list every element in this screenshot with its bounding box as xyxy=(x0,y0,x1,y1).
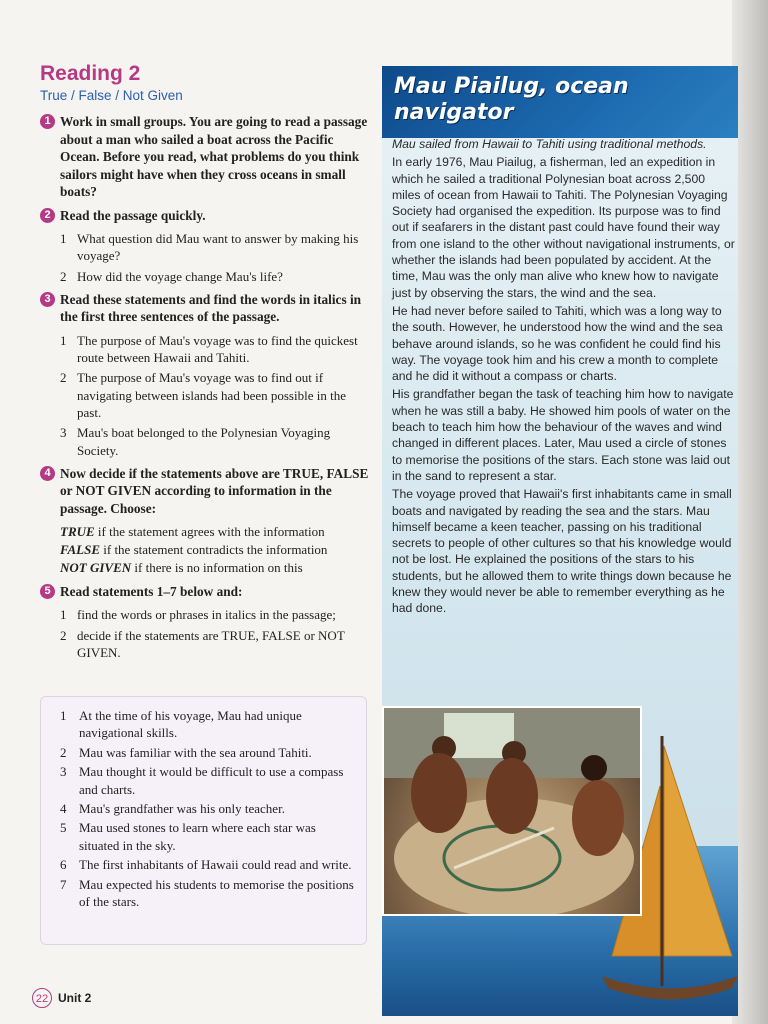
statement-number: 3 xyxy=(60,764,67,780)
item-number: 2 xyxy=(60,370,67,386)
task-instruction: Work in small groups. You are going to read a passage about a man who sailed a boat across the Pacific Ocean. Before you read, what problems do you think sailors might have when they cross oceans in small boats? xyxy=(60,114,368,199)
statement-row xyxy=(41,763,359,798)
navigation-lesson-photo xyxy=(382,706,642,916)
answer-legend xyxy=(40,523,370,576)
task-2 xyxy=(40,207,370,225)
task-number-badge: 5 xyxy=(40,584,55,599)
unit-label: Unit 2 xyxy=(58,991,92,1005)
statement-text: Mau thought it would be difficult to use a compass and charts. xyxy=(79,764,344,797)
reading-subtitle: True / False / Not Given xyxy=(40,88,183,103)
item-text: The purpose of Mau's voyage was to find out if navigating between islands had been possible in the past. xyxy=(77,370,346,421)
item-text: The purpose of Mau's voyage was to find the quickest route between Hawaii and Tahiti. xyxy=(77,332,358,366)
item-number: 1 xyxy=(60,332,67,348)
task-4 xyxy=(40,465,370,518)
statement-number: 4 xyxy=(60,801,67,817)
task-5 xyxy=(40,583,370,601)
legend-text: if the statement agrees with the information xyxy=(97,524,325,540)
legend-false xyxy=(60,541,370,559)
article-paragraph: In early 1976, Mau Piailug, a fisherman, led an expedition in which he sailed a traditional Polynesian boat across 2,500 miles of ocean from Hawaii to Tahiti. The Polynesian Voyaging Society had organised the expedition. Its purpose was to find out if seafarers in the distant past could have found their way from one island to the other without navigational instruments, or whether the islands had been populated by accident. At the time, Mau was the only man alive who knew how to navigate just by observing the stars, the wind and the sea. xyxy=(392,155,735,300)
instruction-item xyxy=(40,627,370,662)
task-number-badge: 3 xyxy=(40,292,55,307)
photo-scene xyxy=(384,708,640,914)
statement-number: 2 xyxy=(60,744,67,760)
statement-row xyxy=(41,744,359,761)
legend-term: FALSE xyxy=(60,542,100,558)
statement-row xyxy=(41,856,359,873)
task-instruction: Read these statements and find the words in italics in the first three sentences of the passage. xyxy=(60,291,362,325)
article-title: Mau Piailug, ocean navigator xyxy=(394,74,629,125)
statement-item xyxy=(40,369,370,421)
legend-not-given xyxy=(60,559,370,577)
item-text: decide if the statements are TRUE, FALSE or NOT GIVEN. xyxy=(77,627,345,660)
statement-row xyxy=(41,819,359,854)
legend-text: if there is no information on this xyxy=(134,560,303,576)
statement-number: 1 xyxy=(60,708,67,723)
item-number: 1 xyxy=(60,607,67,623)
article-body xyxy=(392,136,736,619)
item-number: 3 xyxy=(60,425,67,441)
legend-term: NOT GIVEN xyxy=(60,560,132,576)
statement-text: The first inhabitants of Hawaii could read and write. xyxy=(79,857,352,873)
article-intro: Mau sailed from Hawaii to Tahiti using traditional methods. xyxy=(392,137,707,151)
page-footer xyxy=(32,988,91,1008)
page-number: 22 xyxy=(32,988,52,1008)
task-number-badge: 1 xyxy=(40,114,55,129)
exercise-column xyxy=(40,62,370,664)
item-text: find the words or phrases in italics in the passage; xyxy=(77,607,336,623)
article-panel xyxy=(382,66,738,1016)
statement-row xyxy=(41,876,359,911)
statement-row xyxy=(41,707,359,742)
article-paragraph: The voyage proved that Hawaii's first inhabitants came in small boats and navigated by reading the sea and the stars. Mau himself became a keen teacher, passing on his traditional secrets to people of other cultures so that his knowledge would not be lost. He explained the positions of the stars to his students, but he allowed them to write things down because he knew they would never be able to remember everything as he had done. xyxy=(392,487,732,616)
task-number-badge: 4 xyxy=(40,466,55,481)
question-item xyxy=(40,230,370,265)
statement-text: Mau was familiar with the sea around Tahiti. xyxy=(79,744,312,760)
statement-list xyxy=(41,707,359,912)
statement-row xyxy=(41,800,359,817)
task-instruction: Now decide if the statements above are TRUE, FALSE or NOT GIVEN according to information in the passage. Choose: xyxy=(60,465,369,516)
item-text: How did the voyage change Mau's life? xyxy=(77,268,283,284)
reading-title: Reading 2 xyxy=(40,62,141,85)
statement-text: Mau's grandfather was his only teacher. xyxy=(79,801,285,817)
legend-true xyxy=(60,523,370,541)
statements-box xyxy=(40,696,367,945)
item-number: 2 xyxy=(60,268,67,284)
statement-number: 7 xyxy=(60,876,67,892)
statement-text: Mau used stones to learn where each star was situated in the sky. xyxy=(79,820,316,853)
legend-text: if the statement contradicts the information xyxy=(103,542,328,558)
task-1 xyxy=(40,113,370,201)
item-number: 2 xyxy=(60,627,67,643)
statement-item xyxy=(40,332,370,367)
task-instruction: Read statements 1–7 below and: xyxy=(60,583,243,599)
article-paragraph: His grandfather began the task of teaching him how to navigate when he was still a baby. He showed him pools of water on the beach to teach him how the behaviour of the waves and wind changed in different places. Later, Mau used a circle of stones to memorise the positions of the stars. Each stone was laid out in the sand to represent a star. xyxy=(392,387,734,483)
task-number-badge: 2 xyxy=(40,208,55,223)
instruction-item xyxy=(40,606,370,623)
task-instruction: Read the passage quickly. xyxy=(60,207,206,223)
item-text: Mau's boat belonged to the Polynesian Voyaging Society. xyxy=(77,425,331,458)
legend-term: TRUE xyxy=(60,524,95,540)
statement-number: 5 xyxy=(60,820,67,836)
article-paragraph: He had never before sailed to Tahiti, which was a long way to the south. However, he understood how the wind and the sea behave around islands, so he was confident he could find his way. The voyage took him and his crew a month to complete and he did it without a compass or charts. xyxy=(392,303,723,384)
item-number: 1 xyxy=(60,231,67,246)
statement-item xyxy=(40,424,370,459)
statement-number: 6 xyxy=(60,857,67,873)
statement-text: Mau expected his students to memorise the positions of the stars. xyxy=(79,876,354,910)
statement-text: At the time of his voyage, Mau had unique navigational skills. xyxy=(79,708,302,741)
item-text: What question did Mau want to answer by making his voyage? xyxy=(77,231,359,264)
question-item xyxy=(40,268,370,285)
task-3 xyxy=(40,291,370,326)
